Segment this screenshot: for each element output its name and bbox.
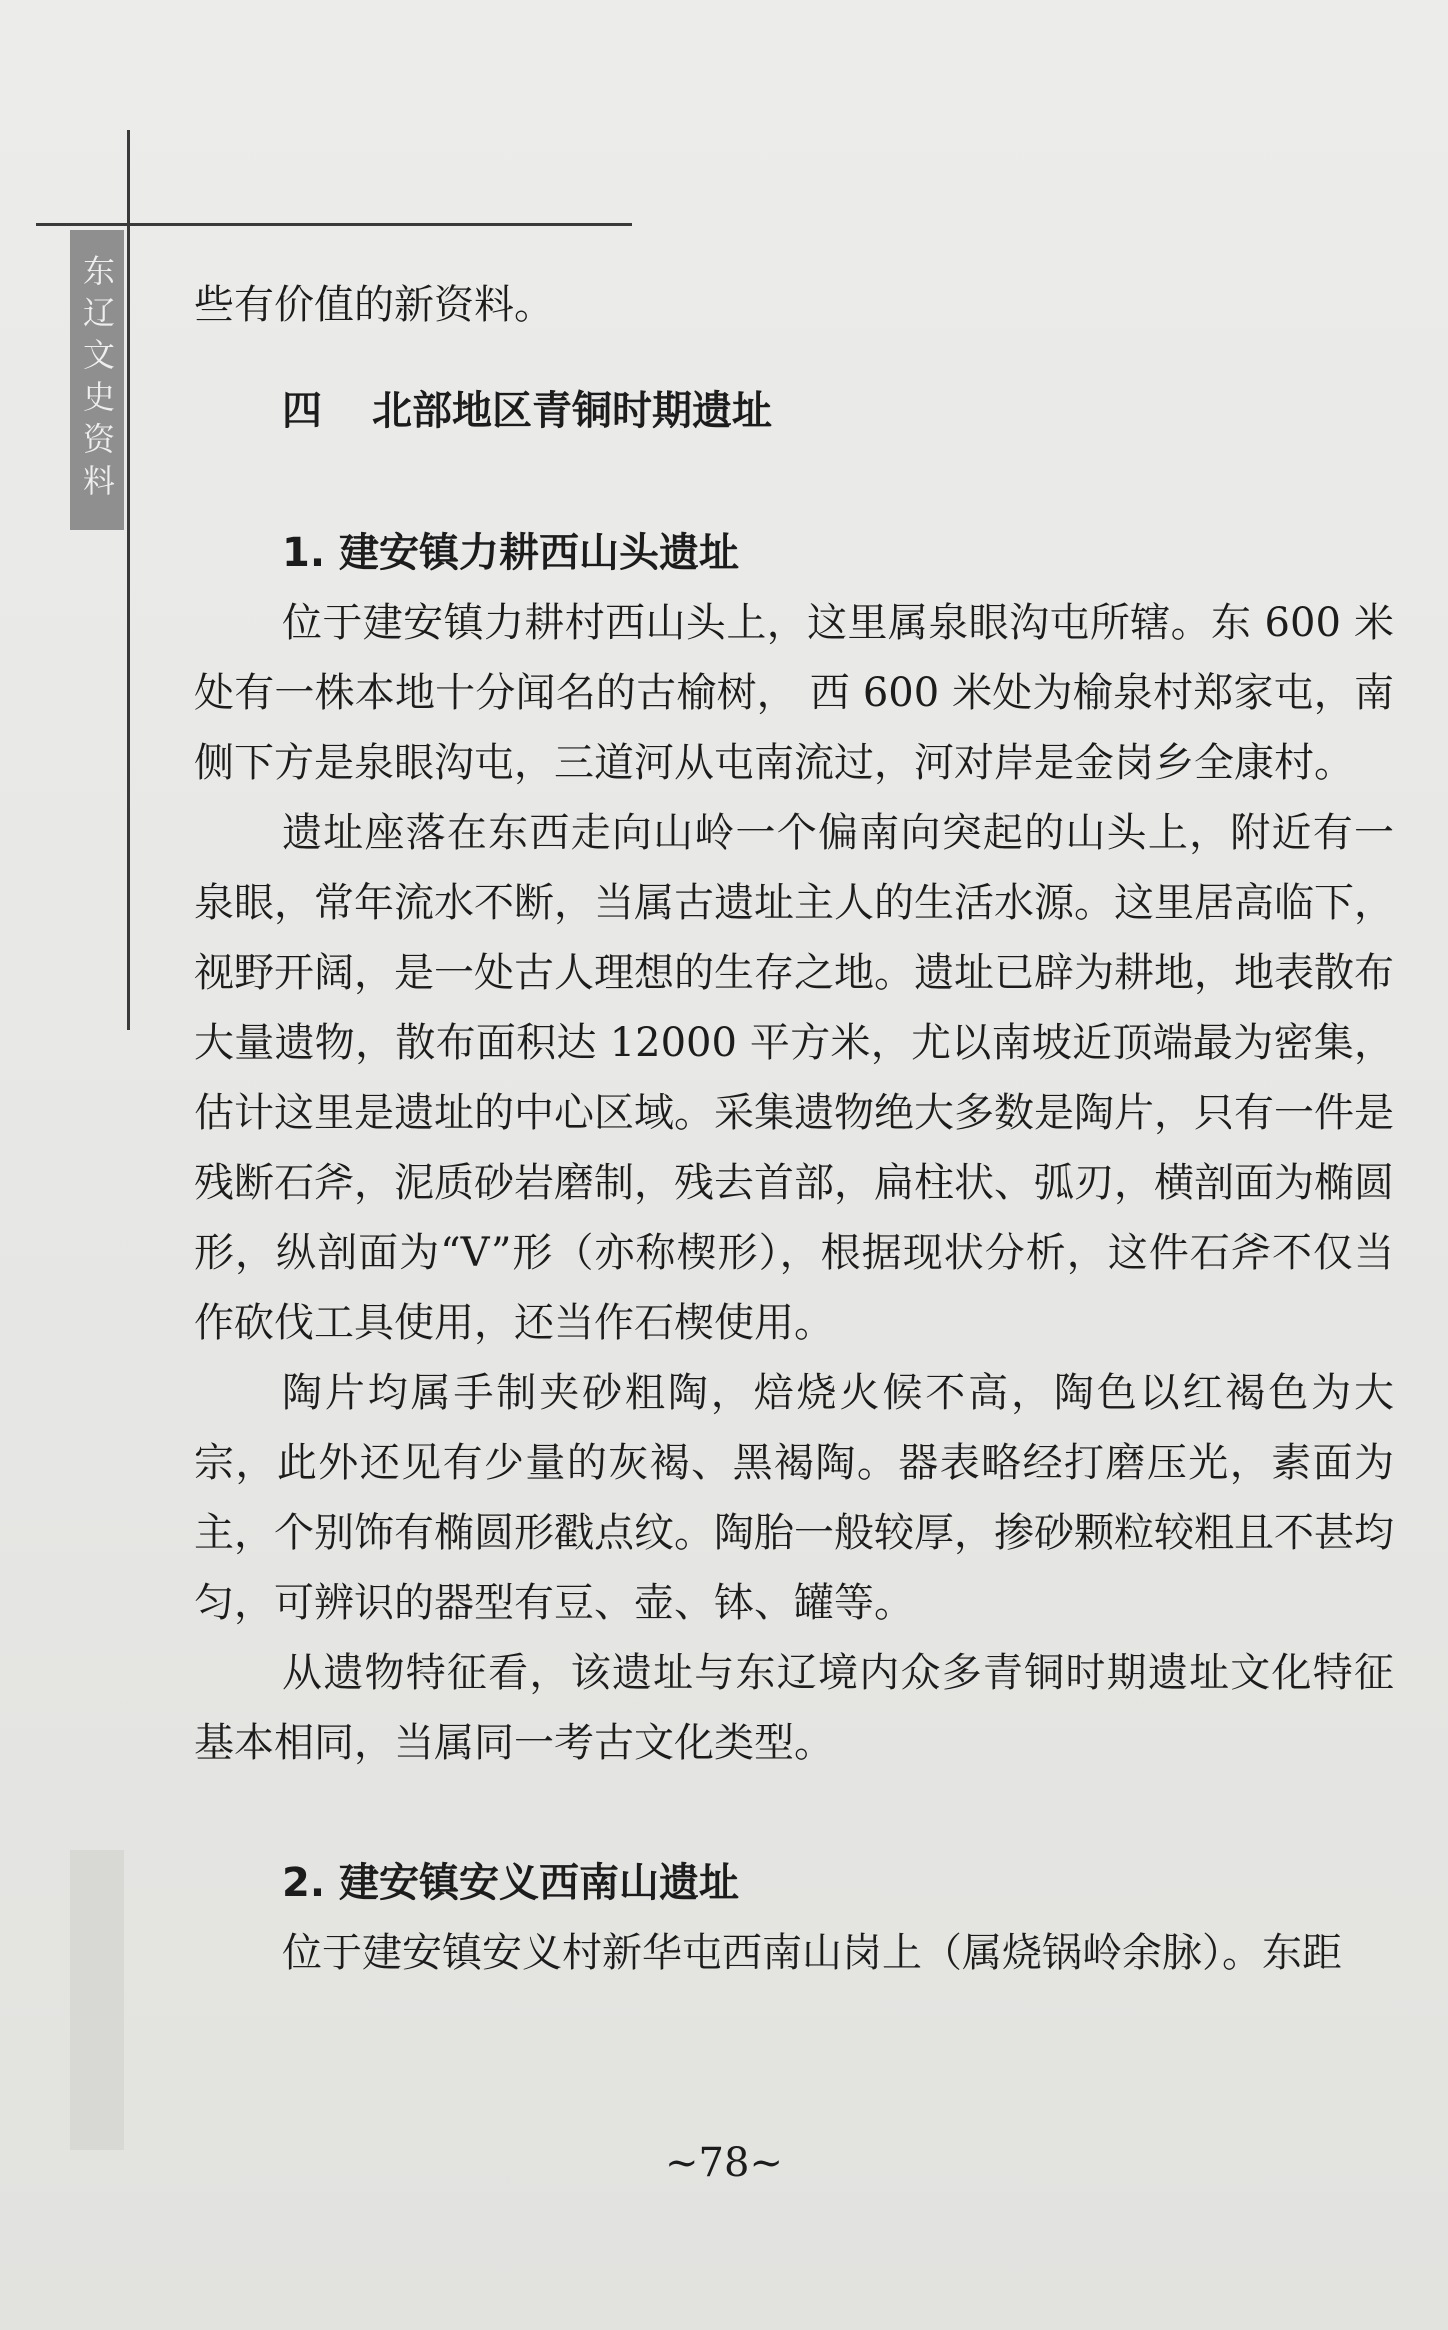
section-title: 北部地区青铜时期遗址 bbox=[372, 388, 772, 434]
subsection-heading-2: 2. 建安镇安义西南山遗址 bbox=[282, 1860, 739, 1906]
side-tab-label: 东辽文史资料 bbox=[78, 254, 116, 506]
paragraph: 遗址座落在东西走向山岭一个偏南向突起的山头上，附近有一泉眼，常年流水不断，当属古遗址主人的生活水源。这里居高临下，视野开阔，是一处古人理想的生存之地。遗址已辟为耕地，地表散布大量遗物，散布面积达 12000 平方米，尤以南坡近顶端最为密集，估计这里是遗址的中心区域。采集遗物绝大多数是陶片，只有一件是残断石斧，泥质砂岩磨制，残去首部，扁柱状、弧刃，横剖面为椭圆形，纵剖面为“V”形（亦称楔形），根据现状分析，这件石斧不仅当作砍伐工具使用，还当作石楔使用。 bbox=[194, 810, 1394, 1346]
paragraph-continuation: 些有价值的新资料。 bbox=[194, 282, 554, 328]
section-heading bbox=[194, 376, 1394, 446]
paragraph: 从遗物特征看，该遗址与东辽境内众多青铜时期遗址文化特征基本相同，当属同一考古文化类型。 bbox=[194, 1650, 1394, 1766]
paragraph: 位于建安镇力耕村西山头上，这里属泉眼沟屯所辖。东 600 米处有一株本地十分闻名的古榆树， 西 600 米处为榆泉村郑家屯，南侧下方是泉眼沟屯，三道河从屯南流过，河对岸是金岗乡全康村。 bbox=[194, 600, 1394, 786]
margin-vertical-rule bbox=[127, 130, 130, 1030]
page-number: ~78~ bbox=[665, 2140, 783, 2186]
side-tab-bleed-through bbox=[70, 1850, 124, 2150]
paragraph: 陶片均属手制夹砂粗陶，焙烧火候不高，陶色以红褐色为大宗，此外还见有少量的灰褐、黑褐陶。器表略经打磨压光，素面为主，个别饰有椭圆形戳点纹。陶胎一般较厚，掺砂颗粒较粗且不甚均匀，可辨识的器型有豆、壶、钵、罐等。 bbox=[194, 1370, 1394, 1626]
spacer bbox=[194, 1778, 1394, 1848]
paragraph: 位于建安镇安义村新华屯西南山岗上（属烧锅岭余脉）。东距 bbox=[282, 1930, 1342, 1976]
side-tab bbox=[70, 230, 124, 530]
page-content bbox=[194, 270, 1394, 1988]
header-horizontal-rule bbox=[36, 223, 632, 226]
subsection-heading-1: 1. 建安镇力耕西山头遗址 bbox=[282, 530, 739, 576]
section-number: 四 bbox=[282, 388, 322, 434]
